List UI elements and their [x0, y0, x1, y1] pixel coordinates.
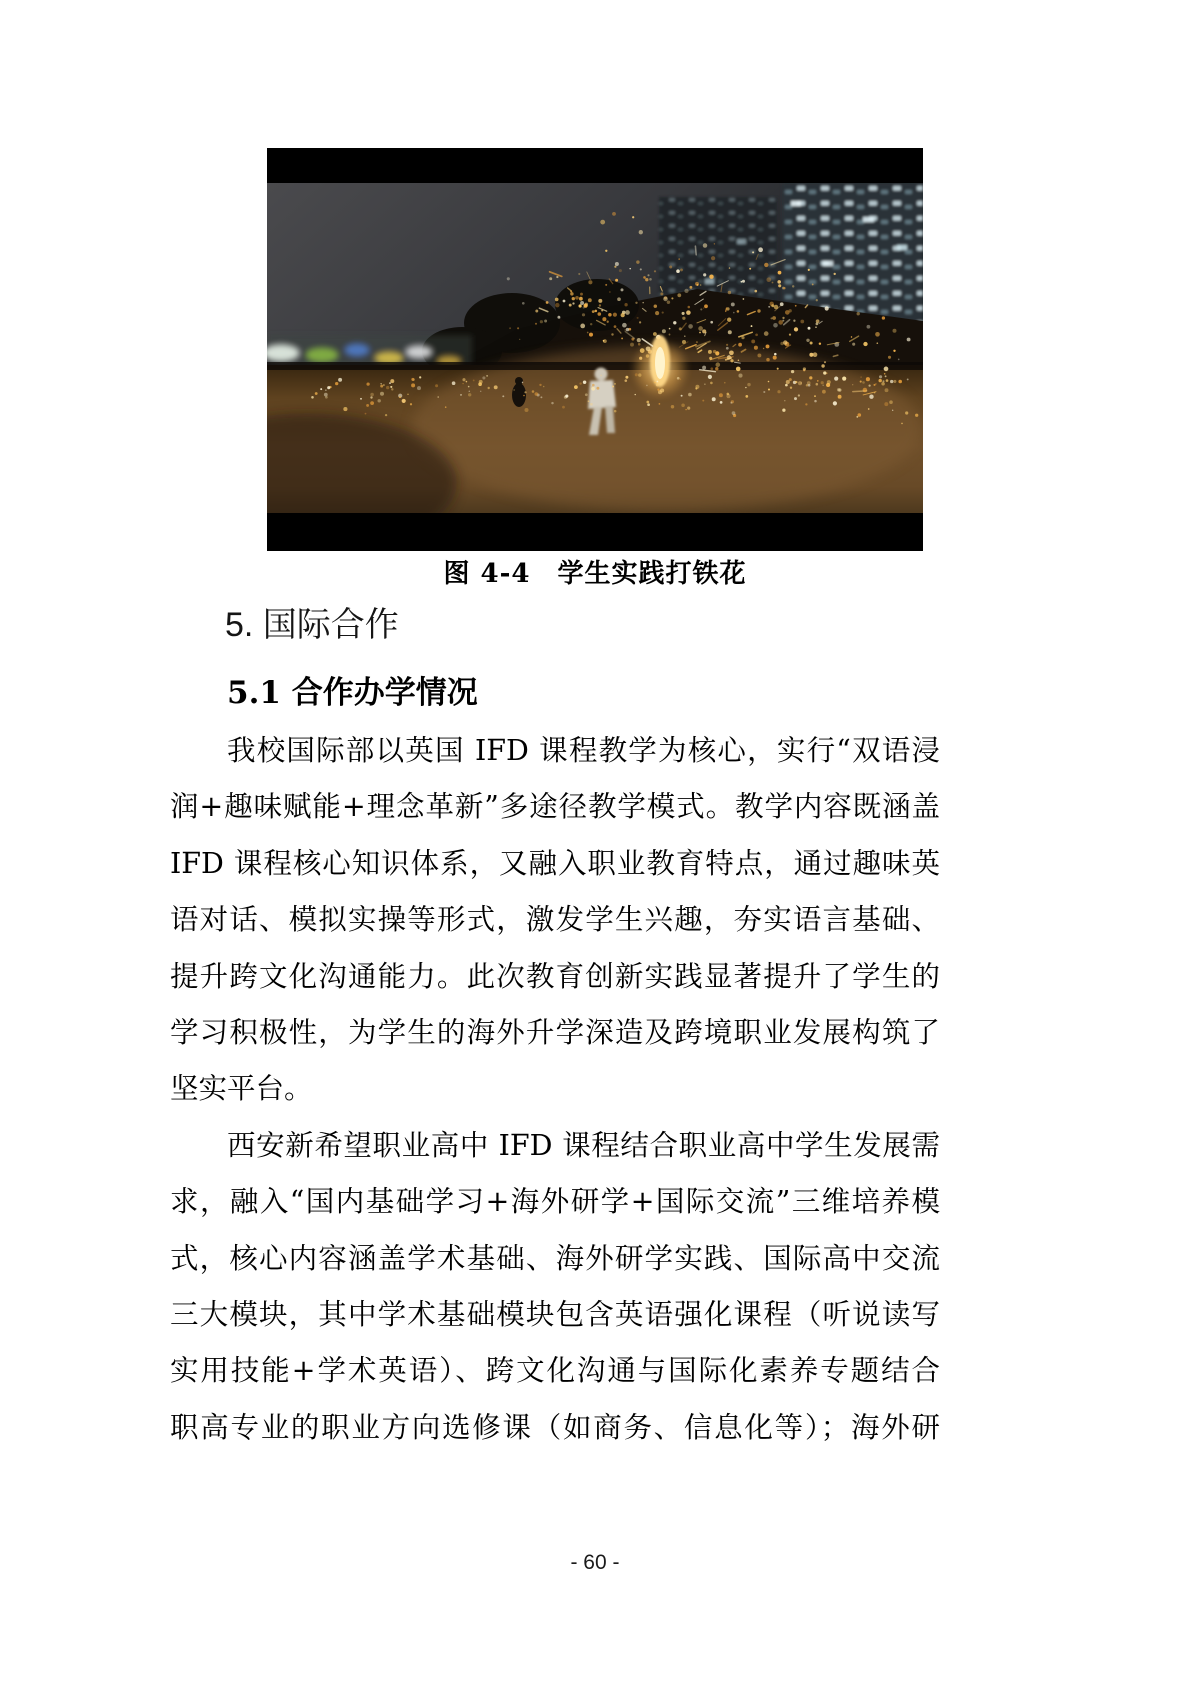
- paragraph-2: [170, 1118, 940, 1456]
- subsection-heading: 5.1 合作办学情况: [227, 675, 478, 711]
- body-line: 提升跨文化沟通能力。此次教育创新实践显著提升了学生的: [170, 959, 940, 993]
- paragraph-1: [170, 723, 940, 1118]
- iron-spark-night-photo: [267, 183, 923, 513]
- body-line: 西安新希望职业高中 IFD 课程结合职业高中学生发展需: [227, 1128, 940, 1162]
- body-line: IFD 课程核心知识体系，又融入职业教育特点，通过趣味英: [170, 846, 940, 880]
- body-line: 职高专业的职业方向选修课（如商务、信息化等）；海外研: [170, 1410, 940, 1444]
- body-line: 润+趣味赋能+理念革新”多途径教学模式。教学内容既涵盖: [170, 790, 940, 824]
- body-line: 三大模块，其中学术基础模块包含英语强化课程（听说读写: [170, 1298, 940, 1332]
- figure-photo: [267, 148, 923, 551]
- body-text: [170, 723, 940, 1456]
- body-line: 求，融入“国内基础学习+海外研学+国际交流”三维培养模: [170, 1185, 940, 1219]
- body-line: 坚实平台。: [170, 1072, 313, 1106]
- body-line: 式，核心内容涵盖学术基础、海外研学实践、国际高中交流: [170, 1241, 940, 1275]
- body-line: 学习积极性，为学生的海外升学深造及跨境职业发展构筑了: [170, 1016, 940, 1050]
- page-number: - 60 -: [570, 1551, 620, 1574]
- body-line: 我校国际部以英国 IFD 课程教学为核心，实行“双语浸: [227, 734, 940, 767]
- figure-caption: 图 4-4 学生实践打铁花: [443, 559, 747, 589]
- section-heading: 5. 国际合作: [225, 606, 399, 644]
- body-line: 实用技能+学术英语）、跨文化沟通与国际化素养专题结合: [170, 1354, 940, 1388]
- body-line: 语对话、模拟实操等形式，激发学生兴趣，夯实语言基础、: [170, 903, 940, 937]
